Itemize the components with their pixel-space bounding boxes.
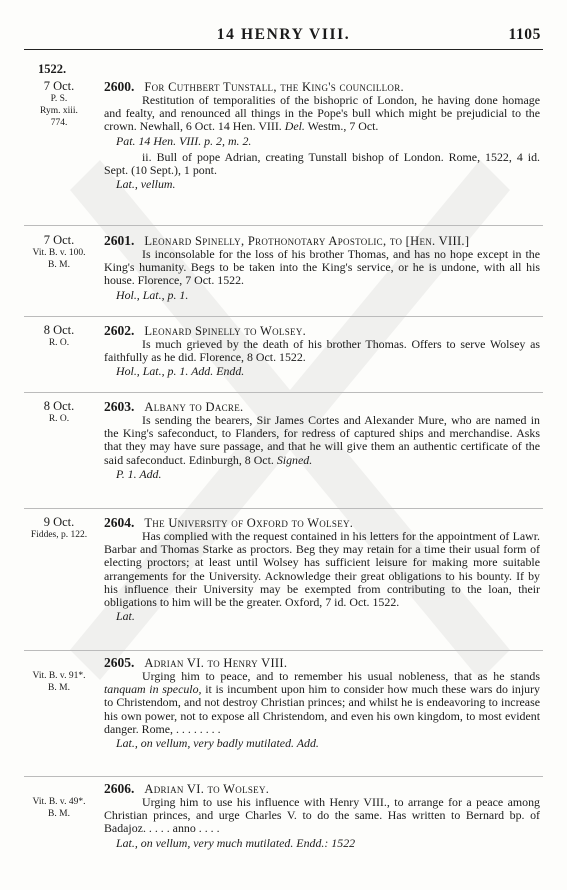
entry-note: Lat., vellum. xyxy=(116,177,176,192)
entry-number: 2604. xyxy=(104,515,135,530)
source-ref: 774. xyxy=(50,118,68,128)
margin-note xyxy=(16,516,102,541)
entry-note: Hol., Lat., p. 1. Add. Endd. xyxy=(116,364,245,379)
entry-text: Urging him to peace, and to remember his usual nobleness, that as he stands xyxy=(142,669,540,683)
source-ref: R. O. xyxy=(48,414,70,424)
source-ref: Rym. xiii. xyxy=(40,106,78,116)
source-ref: P. S. xyxy=(50,94,68,104)
entry-subtext: ii. Bull of pope Adrian, creating Tunstall bishop of London. Rome, 1522, 4 id. Sept. (10 Sept.), 1 pont. xyxy=(104,149,540,178)
entry-separator xyxy=(24,508,543,509)
entry-text-italic: tanquam in speculo, xyxy=(104,682,202,697)
entry-note: Lat., on vellum, very much mutilated. Endd.: 1522 xyxy=(116,835,356,850)
entry-heading: Adrian VI. to Henry VIII. xyxy=(144,656,288,670)
entry-date: 7 Oct. xyxy=(43,79,75,93)
entry-body xyxy=(104,324,540,379)
margin-note xyxy=(16,324,102,349)
entry-body xyxy=(104,782,540,850)
entry-heading: Adrian VI. to Wolsey. xyxy=(144,782,270,796)
source-ref: Vit. B. v. 49*. xyxy=(32,797,86,807)
margin-note xyxy=(16,80,102,129)
entry-text: Is much grieved by the death of his brother Thomas. Offers to serve Wolsey as faithfully as he did. Florence, 8 Oct. 1522. xyxy=(104,337,540,365)
entry-number: 2600. xyxy=(104,79,135,94)
source-ref: B. M. xyxy=(48,260,70,270)
source-ref: B. M. xyxy=(48,683,70,693)
header-rule xyxy=(24,49,543,50)
entry-text: Restitution of temporalities of the bishopric of London, he having done homage and fealty, and renounced all things in the Pope's bull which might be prejudicial to the crown. Newhall, 6 Oct. 14 Hen. VIII. xyxy=(104,93,540,134)
entry-number: 2602. xyxy=(104,323,135,338)
entry-number: 2606. xyxy=(104,781,135,796)
entry-separator xyxy=(24,316,543,317)
entry-separator xyxy=(24,776,543,777)
entry-body xyxy=(104,80,540,191)
entry-body xyxy=(104,400,540,481)
source-ref: Fiddes, p. 122. xyxy=(30,530,88,540)
entry-separator xyxy=(24,392,543,393)
entry-date: 7 Oct. xyxy=(43,233,75,247)
entry-number: 2605. xyxy=(104,655,135,670)
entry-note: Lat., on vellum, very badly mutilated. Add. xyxy=(116,736,319,751)
margin-note xyxy=(16,670,102,694)
entry-heading: For Cuthbert Tunstall, the King's councillor. xyxy=(144,80,404,94)
entry-heading: Albany to Dacre. xyxy=(144,400,244,414)
entry-date: 8 Oct. xyxy=(43,323,75,337)
entry-date: 8 Oct. xyxy=(43,399,75,413)
source-ref: R. O. xyxy=(48,338,70,348)
margin-note xyxy=(16,400,102,425)
entry-heading: Leonard Spinelly to Wolsey. xyxy=(144,324,307,338)
margin-note xyxy=(16,234,102,271)
entry-text: Has complied with the request contained in his letters for the appointment of Lawr. Barbar and Thomas Starke as proctors. Beg they may retain for a time their usual form of electing proctors; at least until Wolsey has sufficient leisure for making more suitable arrangements for the University. Acknowledge their great obligations to his bounty. If by his influence their University may be exempted from contributing to the loan, their obligations to him will be the greater. Oxford, 7 id. Oct. 1522. xyxy=(104,529,540,610)
entry-number: 2603. xyxy=(104,399,135,414)
running-header-title: 14 HENRY VIII. xyxy=(216,26,351,43)
source-ref: Vit. B. v. 100. xyxy=(32,248,86,258)
entry-note: Lat. xyxy=(116,609,135,624)
entry-note: P. 1. Add. xyxy=(116,466,162,481)
entry-text: it is incumbent upon him to consider how much these wars do injury to Christendom, and not destroy Christian princes; and whilst he is endeavoring to increase his own power, not to expose all Christendom, and even his own kingdom, to most evident danger. Rome, . . . . . . . . xyxy=(104,682,540,736)
entry-body xyxy=(104,516,540,623)
entry-heading: Leonard Spinelly, Prothonotary Apostolic, to [Hen. VIII.] xyxy=(144,234,470,248)
entry-separator xyxy=(24,650,543,651)
entry-text: Is inconsolable for the loss of his brother Thomas, and has no hope except in the King's humanity. Begs to be taken into the King's service, or he is undone, with all his house. Florence, 7 Oct. 1522. xyxy=(104,247,540,288)
entry-text: Westm., 7 Oct. xyxy=(307,119,379,134)
entry-heading: The University of Oxford to Wolsey. xyxy=(144,516,354,530)
entry-body xyxy=(104,234,540,302)
entry-date: 9 Oct. xyxy=(43,515,75,529)
entry-note: Pat. 14 Hen. VIII. p. 2, m. 2. xyxy=(116,133,252,148)
entry-body xyxy=(104,656,540,750)
entry-number: 2601. xyxy=(104,233,135,248)
page-number: 1105 xyxy=(508,26,541,43)
margin-note xyxy=(16,796,102,820)
source-ref: B. M. xyxy=(48,809,70,819)
entry-text: Urging him to use his influence with Henry VIII., to arrange for a peace among Christian princes, and urge Charles V. to do the same. Has written to Bernard bp. of Badajoz. . . . . anno . . . . xyxy=(104,795,540,836)
entry-text-italic: Signed. xyxy=(276,452,313,467)
entry-note: Hol., Lat., p. 1. xyxy=(116,287,189,302)
year-label: 1522. xyxy=(38,62,67,76)
entry-text-italic: Del. xyxy=(284,119,305,134)
entry-text: Is sending the bearers, Sir James Cortes and Alexander Mure, who are named in the King's safeconduct, to Flanders, for redress of captured ships and merchandise. Asks that they may have sure passage, and that he will give them an authentic certificate of the said safeconduct. Edinburgh, 8 Oct. xyxy=(104,413,540,467)
source-ref: Vit. B. v. 91*. xyxy=(32,671,86,681)
entry-separator xyxy=(24,225,543,226)
